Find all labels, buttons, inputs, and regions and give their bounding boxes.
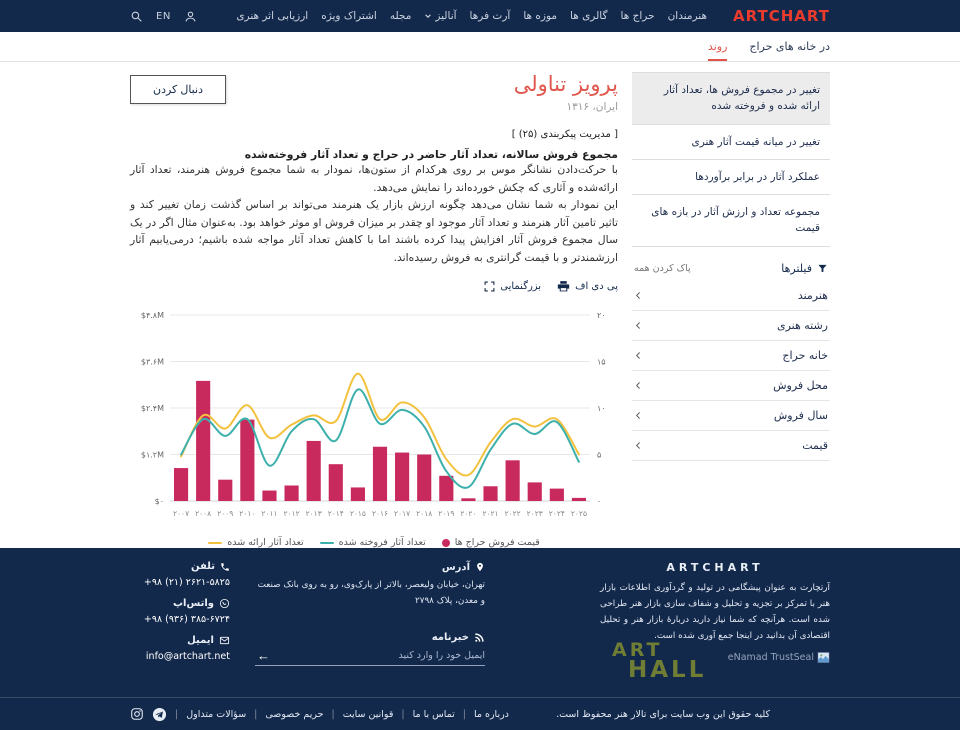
chevron-left-icon: [634, 381, 643, 390]
newsletter-submit-button[interactable]: ←: [257, 647, 270, 663]
pdf-export-button[interactable]: پی دی اف: [557, 280, 618, 293]
left-axis-tick: $۳.۶M: [140, 357, 164, 367]
chevron-left-icon: [634, 351, 643, 360]
address-title: آدرس: [441, 561, 470, 573]
nav-subscription[interactable]: اشتراک ویژه: [321, 10, 377, 22]
newsletter-email-input[interactable]: [272, 650, 485, 661]
x-axis-label: ۲۰۰۹: [217, 509, 234, 519]
artist-name: پرویز تناولی: [513, 72, 618, 96]
footer: [0, 548, 960, 697]
right-axis-tick: ۱۰: [597, 404, 606, 414]
filter-price[interactable]: قیمت: [632, 431, 830, 461]
top-header: [0, 0, 960, 32]
filter-auction-house[interactable]: خانه حراج: [632, 341, 830, 371]
link-faq[interactable]: سؤالات متداول: [186, 708, 247, 720]
left-axis-tick: $۱.۲M: [140, 450, 164, 460]
address-text: تهران، خیابان ولیعصر، بالاتر از پارک‌وی، رو به روی بانک صنعت و معدن، پلاک ۲۷۹۸: [257, 580, 485, 606]
chart-toolbar: [130, 280, 618, 293]
x-axis-label: ۲۰۲۲: [504, 509, 521, 519]
chevron-left-icon: [634, 291, 643, 300]
sidebar: [632, 72, 830, 548]
x-axis-label: ۲۰۱۹: [438, 509, 455, 519]
newsletter-rss-icon: [474, 632, 485, 643]
follow-button[interactable]: دنبال کردن: [130, 75, 226, 104]
zoom-fullscreen-button[interactable]: بزرگنمایی: [484, 281, 541, 292]
phone-number: +۹۸ (۲۱) ۲۶۲۱-۵۸۲۵: [143, 577, 230, 589]
email-title: ایمیل: [187, 635, 214, 647]
chart-bar[interactable]: [461, 498, 475, 501]
x-axis-label: ۲۰۰۸: [195, 509, 212, 519]
whatsapp-title: واتس‌اپ: [172, 598, 214, 610]
footer-links: [130, 707, 509, 722]
breadcrumb-trend-active[interactable]: روند: [708, 40, 727, 61]
chart-heading: مجموع فروش سالانه، تعداد آثار حاضر در حراج و تعداد آثار فروخته‌شده: [244, 148, 618, 162]
search-icon[interactable]: [130, 10, 143, 23]
footer-about-text: آرتچارت به عنوان پیشگامی در تولید و گردآوری اطلاعات بازار هنر با تمرکز بر تجزیه و تحلیل و شفاف سازی بازار هنر طراحی شده است. هرآنچه که شما نیاز دارید دربارهٔ بازار هنر و تحلیل اقتصادی آن بدانید در اینجا جمع آوری شده است.: [600, 583, 830, 641]
chart-bar[interactable]: [439, 476, 453, 501]
email-icon: [219, 635, 230, 646]
left-axis-tick: $۲.۴M: [140, 404, 164, 414]
broken-image-icon: [817, 651, 830, 664]
link-about-us[interactable]: درباره ما: [473, 708, 509, 720]
x-axis-label: ۲۰۱۵: [349, 509, 366, 519]
chart-bar[interactable]: [395, 453, 409, 501]
nav-artists[interactable]: هنرمندان: [667, 10, 707, 22]
footer-contact-col: [130, 561, 230, 697]
user-account-icon[interactable]: [184, 10, 197, 23]
chart-bar[interactable]: [506, 460, 520, 501]
x-axis-label: ۲۰۰۷: [172, 509, 190, 519]
right-axis-tick: ۱۵: [597, 357, 606, 367]
legend-works-sold[interactable]: تعداد آثار فروخته شده: [320, 537, 426, 548]
breadcrumb-auction-houses[interactable]: در خانه های حراج: [749, 40, 830, 53]
chart-bar[interactable]: [373, 447, 387, 501]
x-axis-label: ۲۰۱۰: [239, 509, 256, 519]
x-axis-label: ۲۰۱۶: [371, 509, 389, 519]
sales-chart: [126, 299, 618, 533]
x-axis-label: ۲۰۲۳: [526, 509, 543, 519]
description-paragraph-1: با حرکت‌دادن نشانگر موس بر روی هرکدام از ستون‌ها، نمودار به شما مجموع فروش هنرمند، تعداد آثار ارائه‌شده و آثاری که چکش خورده‌اند را نمایش می‌دهد.: [130, 163, 618, 194]
right-axis-tick: ۲۰: [597, 311, 606, 321]
chevron-left-icon: [634, 411, 643, 420]
x-axis-label: ۲۰۲۱: [482, 509, 499, 519]
x-axis-label: ۲۰۱۴: [327, 509, 344, 519]
filter-discipline[interactable]: رشته هنری: [632, 311, 830, 341]
pdf-printer-icon: [557, 280, 570, 293]
chart-bar[interactable]: [417, 455, 431, 502]
right-axis-tick: ۰: [597, 497, 602, 507]
artchart-logo[interactable]: ARTCHART: [733, 7, 830, 25]
pink-dot-marker: [442, 539, 450, 547]
telegram-icon[interactable]: [152, 707, 167, 722]
analysis-menu: [632, 72, 830, 247]
filters-toggle[interactable]: فیلترها: [781, 262, 828, 275]
expand-icon: [484, 281, 495, 292]
chart-bar[interactable]: [528, 482, 542, 501]
artist-content: [130, 72, 618, 548]
legend-works-offered[interactable]: تعداد آثار ارائه شده: [208, 537, 303, 548]
chart-bar[interactable]: [240, 420, 254, 501]
main-nav: [236, 10, 707, 22]
link-privacy[interactable]: حریم خصوصی: [265, 708, 324, 720]
nav-analysis[interactable]: آنالیز: [424, 10, 456, 22]
artist-origin: ایران، ۱۳۱۶: [566, 101, 618, 114]
menu-item-sales-change[interactable]: تغییر در مجموع فروش ها، تعداد آثار ارائه شده و فروخته شده: [632, 73, 830, 125]
separator: |: [254, 708, 258, 720]
x-axis-label: ۲۰۱۷: [394, 509, 411, 519]
chart-bar[interactable]: [329, 464, 343, 501]
filter-sale-year[interactable]: سال فروش: [632, 401, 830, 431]
language-switch[interactable]: EN: [156, 10, 171, 22]
enamad-trust-seal[interactable]: eNamad TrustSeal: [600, 651, 830, 664]
right-axis-tick: ۵: [597, 450, 602, 460]
nav-magazine[interactable]: مجله: [389, 10, 412, 22]
chart-bar[interactable]: [174, 468, 188, 501]
filter-funnel-icon: [817, 263, 828, 274]
phone-icon: [220, 562, 230, 572]
copyright-text: کلیه حقوق این وب سایت برای تالار هنر محفوظ است.: [556, 708, 770, 720]
legend-auction-sales[interactable]: قیمت فروش حراج ها: [442, 537, 540, 548]
x-axis-label: ۲۰۱۳: [305, 509, 322, 519]
email-address: info@artchart.net: [145, 651, 230, 663]
x-axis-label: ۲۰۱۸: [416, 509, 433, 519]
link-contact-us[interactable]: تماس با ما: [412, 708, 455, 720]
chart-bar[interactable]: [218, 480, 232, 501]
separator: |: [462, 708, 466, 720]
left-axis-tick: $۴.۸M: [140, 311, 164, 321]
whatsapp-icon: [219, 598, 230, 609]
chart-bar[interactable]: [262, 491, 276, 501]
left-axis-tick: $۰: [154, 497, 164, 507]
nav-galleries[interactable]: گالری ها: [570, 10, 608, 22]
phone-title: تلفن: [190, 561, 215, 573]
chart-bar[interactable]: [285, 486, 299, 502]
filter-sale-location[interactable]: محل فروش: [632, 371, 830, 401]
teal-line-marker: [320, 542, 334, 544]
x-axis-label: ۲۰۲۴: [548, 509, 565, 519]
footer-brand-title: ARTCHART: [666, 561, 764, 575]
chart-bar[interactable]: [572, 498, 586, 501]
nav-art-fairs[interactable]: آرت فرها: [469, 10, 511, 22]
description-paragraph-2: این نمودار به شما نشان می‌دهد چگونه ارزش بازار یک هنرمند می‌تواند بر اساس گذشت زمان تغییر کند و تاثیر تامین آثار هنرمند و تعداد آثار موجود او چقدر بر میزان فروش او موثر خواهد بود. به‌عنوان مثال اگر در یک سال مجموع فروش آثار افزایش پیدا کرده باشند اما با کاهش تعداد آثار مواجه شده باشیم؛ درمی‌یابیم آثار ارزشمندتر و با قیمت گرانتری به فروش رسیده‌اند.: [130, 198, 618, 264]
nav-art-valuation[interactable]: ارزیابی اثر هنری: [236, 10, 309, 22]
chevron-left-icon: [634, 321, 643, 330]
chart-bar[interactable]: [196, 381, 210, 501]
x-axis-label: ۲۰۲۰: [460, 509, 477, 519]
main-area: [0, 62, 960, 548]
menu-item-median-price[interactable]: تغییر در میانه قیمت آثار هنری: [632, 125, 830, 160]
separator: |: [175, 708, 179, 720]
breadcrumb: [0, 32, 960, 62]
filter-artist[interactable]: هنرمند: [632, 281, 830, 311]
x-axis-label: ۲۰۱۱: [261, 509, 278, 519]
arthall-logo[interactable]: ART HALL: [612, 639, 707, 684]
location-pin-icon: [475, 561, 485, 573]
footer-address-col: [255, 561, 485, 697]
instagram-icon[interactable]: [130, 707, 144, 721]
bottom-bar: [0, 697, 960, 730]
chart-bar[interactable]: [307, 441, 321, 501]
nav-museums[interactable]: موزه ها: [523, 10, 558, 22]
newsletter-title: خبرنامه: [431, 631, 469, 643]
clear-all-filters[interactable]: پاک کردن همه: [634, 262, 691, 274]
x-axis-label: ۲۰۱۲: [283, 509, 300, 519]
x-axis-label: ۲۰۲۵: [570, 509, 588, 519]
separator: |: [401, 708, 405, 720]
yellow-line-marker: [208, 542, 222, 544]
chart-bar[interactable]: [550, 489, 564, 501]
whatsapp-number: +۹۸ (۹۳۶) ۳۸۵-۶۷۲۴: [143, 614, 230, 626]
chart-legend: [130, 537, 618, 548]
artist-tag[interactable]: [ مدیریت پیکربندی (۲۵) ]: [511, 129, 618, 141]
chart-bar[interactable]: [351, 488, 365, 502]
menu-item-vs-estimates[interactable]: عملکرد آثار در برابر برآوردها: [632, 160, 830, 195]
separator: |: [331, 708, 335, 720]
menu-item-price-ranges[interactable]: مجموعه تعداد و ارزش آثار در بازه های قیمت: [632, 195, 830, 247]
chart-bar[interactable]: [483, 486, 497, 501]
chevron-left-icon: [634, 441, 643, 450]
nav-auctions[interactable]: حراج ها: [620, 10, 655, 22]
chevron-down-icon: [424, 12, 432, 20]
link-site-rules[interactable]: قوانین سایت: [342, 708, 394, 720]
